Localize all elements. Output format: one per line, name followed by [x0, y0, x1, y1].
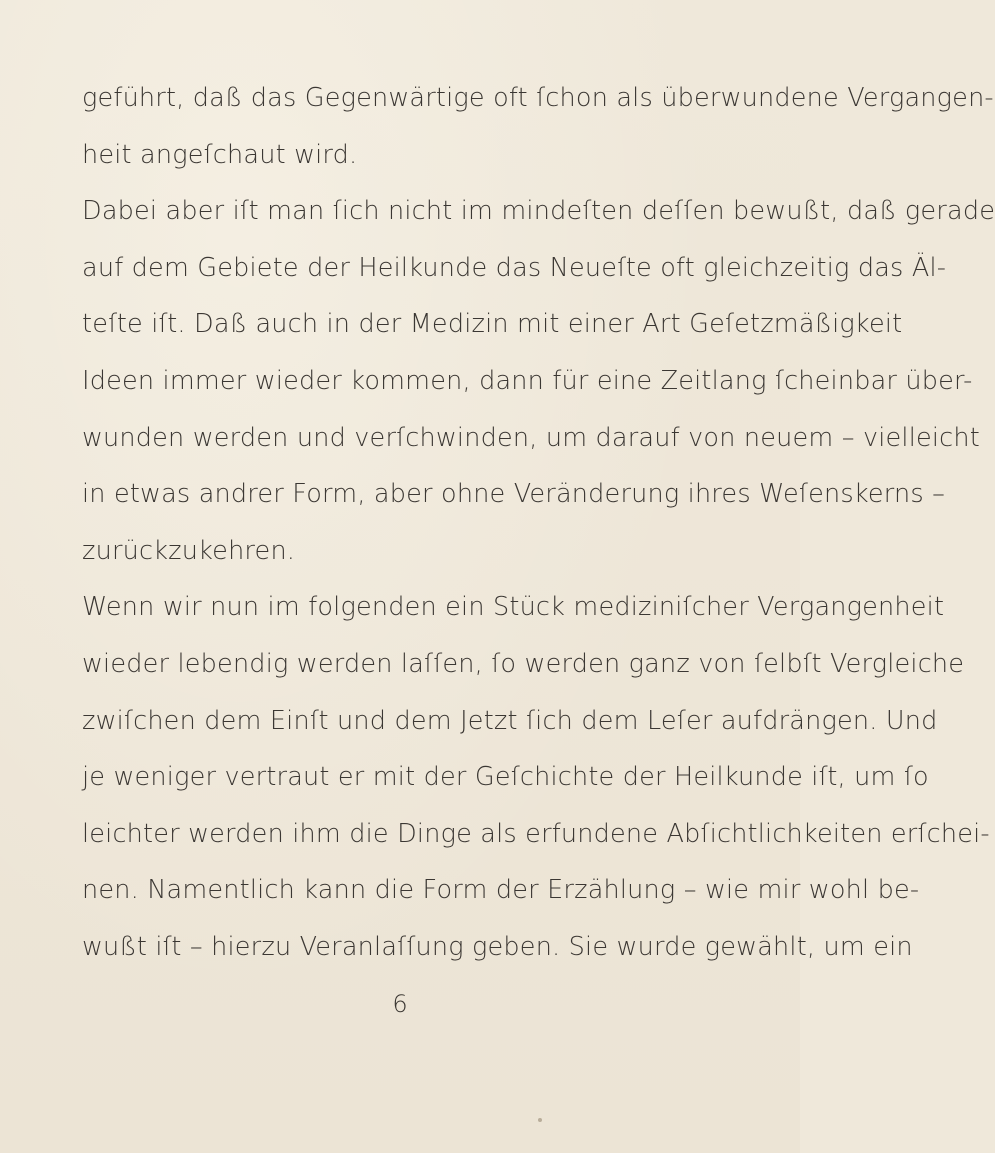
text-line: wieder lebendig werden laſſen, ſo werden ganz von ſelbſt Vergleiche	[82, 648, 965, 679]
text-line: Ideen immer wieder kommen, dann für eine Zeitlang ſcheinbar über-	[82, 365, 973, 396]
text-line: teſte iſt. Daß auch in der Medizin mit einer Art Geſetzmäßigkeit	[82, 309, 903, 340]
text-line: nen. Namentlich kann die Form der Erzählung – wie mir wohl be-	[82, 875, 920, 906]
body-text	[82, 70, 995, 976]
paper-speck	[538, 1118, 542, 1122]
text-line: leichter werden ihm die Dinge als erfundene Abſichtlichkeiten erſchei-	[82, 818, 990, 849]
text-line: in etwas andrer Form, aber ohne Veränderung ihres Weſenskerns –	[82, 479, 946, 510]
text-line: auf dem Gebiete der Heilkunde das Neueſte oft gleichzeitig das Äl-	[82, 252, 947, 283]
text-line: heit angeſchaut wird.	[82, 139, 358, 170]
page-number: 6	[392, 990, 408, 1018]
text-line: geführt, daß das Gegenwärtige oft ſchon als überwundene Vergangen-	[82, 83, 994, 113]
text-line: wußt iſt – hierzu Veranlaſſung geben. Sie wurde gewählt, um ein	[82, 931, 913, 962]
text-line: zurückzukehren.	[82, 535, 296, 566]
text-line: Dabei aber iſt man ſich nicht im mindeſten deſſen bewußt, daß gerade	[82, 196, 995, 227]
text-line: wunden werden und verſchwinden, um darauf von neuem – vielleicht	[82, 422, 980, 453]
text-line: zwiſchen dem Einſt und dem Jetzt ſich dem Leſer aufdrängen. Und	[82, 705, 938, 736]
text-line: Wenn wir nun im folgenden ein Stück mediziniſcher Vergangenheit	[82, 592, 945, 623]
text-line: je weniger vertraut er mit der Geſchichte der Heilkunde iſt, um ſo	[82, 762, 929, 793]
